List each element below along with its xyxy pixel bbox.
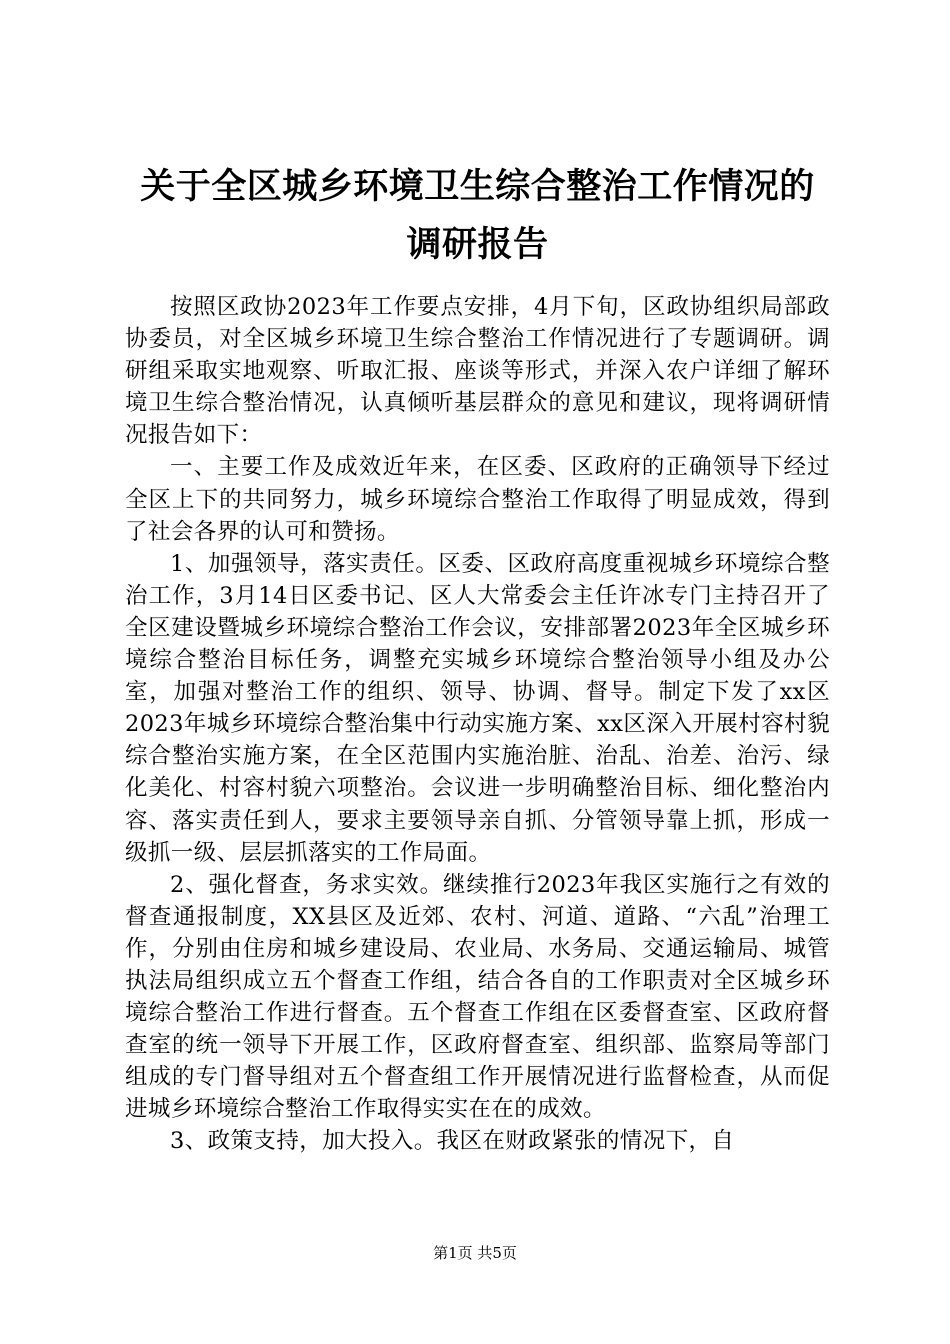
- paragraph-item-2: 2、强化督查，务求实效。继续推行2023年我区实施行之有效的督查通报制度，XX县区及近郊、农村、河道、道路、“六乱”治理工作，分别由住房和城乡建设局、农业局、水务局、交通运输局、城管执法局组织成立五个督查工作组，结合各自的工作职责对全区城乡环境综合整治工作进行督查。五个督查工作组在区委督查室、区政府督查室的统一领导下开展工作，区政府督查室、组织部、监察局等部门组成的专门督导组对五个督查组工作开展情况进行监督检查，从而促进城乡环境综合整治工作取得实实在在的成效。: [125, 871, 830, 1123]
- paragraph-item-1: 1、加强领导，落实责任。区委、区政府高度重视城乡环境综合整治工作，3月14日区委书记、区人大常委会主任许冰专门主持召开了全区建设暨城乡环境综合整治工作会议，安排部署2023年全区城乡环境综合整治目标任务，调整充实城乡环境综合整治领导小组及办公室，加强对整治工作的组织、领导、协调、督导。制定下发了xx区2023年城乡环境综合整治集中行动实施方案、xx区深入开展村容村貌综合整治实施方案，在全区范围内实施治脏、治乱、治差、治污、绿化美化、村容村貌六项整治。会议进一步明确整治目标、细化整治内容、落实责任到人，要求主要领导亲自抓、分管领导靠上抓，形成一级抓一级、层层抓落实的工作局面。: [125, 550, 830, 866]
- paragraph-item-3: 3、政策支持，加大投入。我区在财政紧张的情况下，自: [170, 1128, 735, 1155]
- document-title: 关于全区城乡环境卫生综合整治工作情况的调研报告: [140, 167, 815, 265]
- paragraph-intro: 按照区政协2023年工作要点安排，4月下旬，区政协组织局部政协委员，对全区城乡环境卫生综合整治工作情况进行了专题调研。调研组采取实地观察、听取汇报、座谈等形式，并深入农户详细了解环境卫生综合整治情况，认真倾听基层群众的意见和建议，现将调研情况报告如下：: [125, 294, 830, 449]
- page-footer: 第1页 共5页: [433, 1244, 517, 1262]
- document-body: [125, 291, 830, 1158]
- paragraph-section-1: 一、主要工作及成效近年来，在区委、区政府的正确领导下经过全区上下的共同努力，城乡环境综合整治工作取得了明显成效，得到了社会各界的认可和赞扬。: [125, 454, 830, 545]
